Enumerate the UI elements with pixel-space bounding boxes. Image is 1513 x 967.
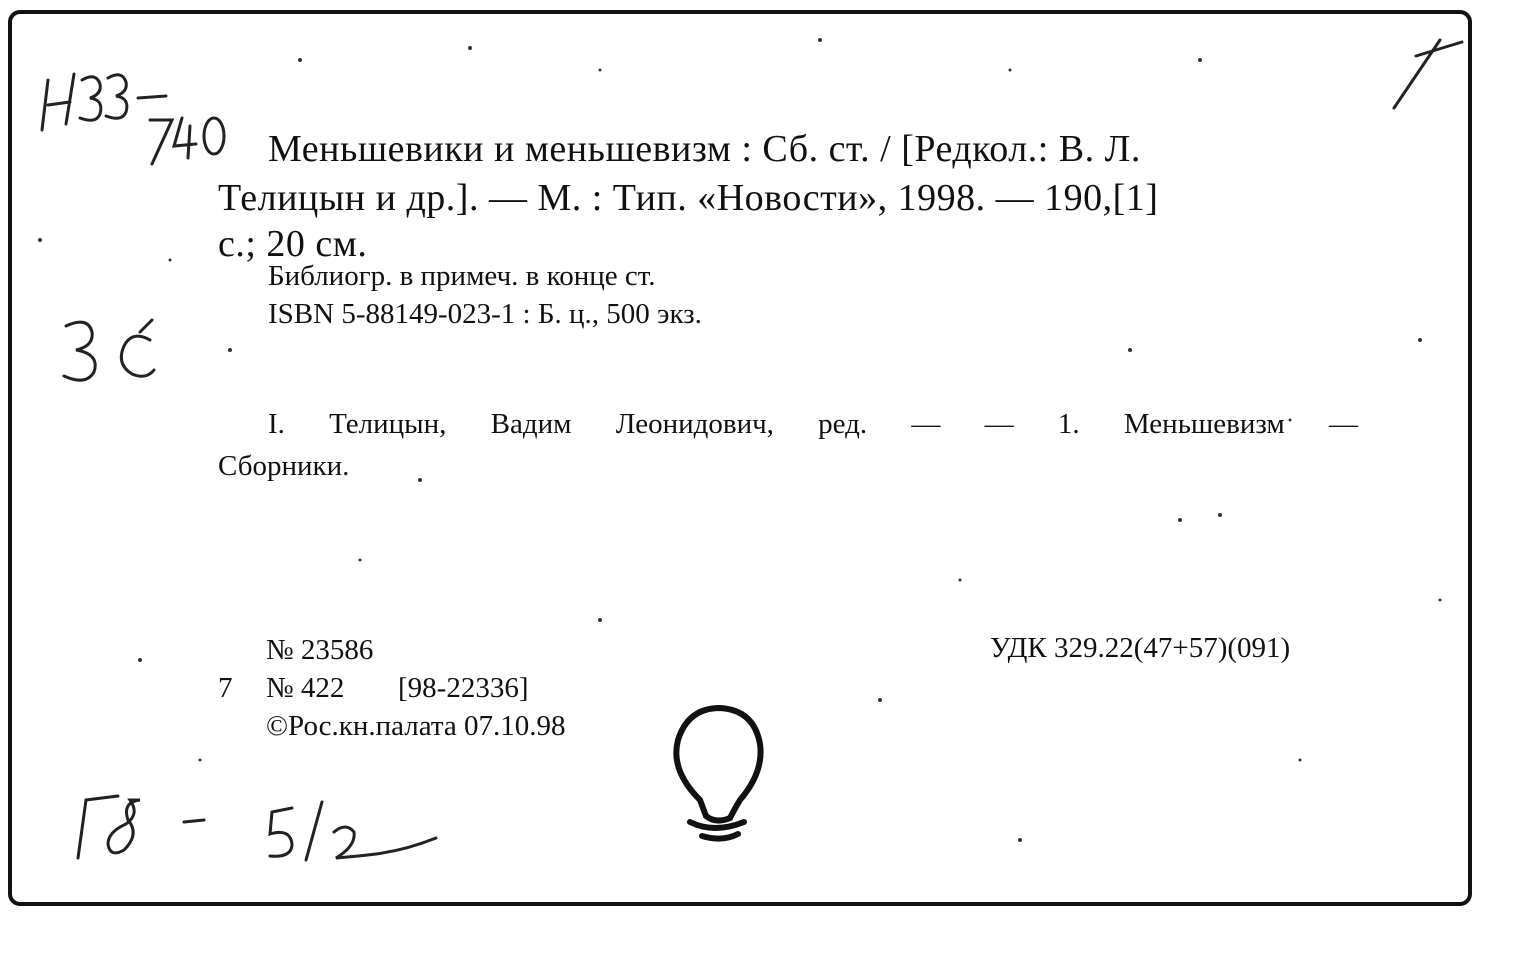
note-isbn: ISBN 5-88149-023-1 : Б. ц., 500 экз. [268, 298, 702, 330]
number-1: № 23586 [266, 634, 374, 666]
udk: УДК 329.22(47+57)(091) [990, 632, 1291, 664]
main-line-3: с.; 20 см. [218, 223, 368, 265]
handwritten-code-h33 [42, 74, 224, 164]
handwritten-slash [1394, 40, 1462, 108]
number-2-code: [98-22336] [398, 672, 529, 704]
main-line-2: Телицын и др.]. — М. : Тип. «Новости», 1998. — 190,[1] [218, 177, 1159, 219]
number-2-prefix: 7 [218, 672, 233, 704]
bulb-stamp-mark [676, 708, 760, 839]
tracings-line-1: I. Телицын, Вадим Леонидович, ред. — — 1. Меньшевизм — [268, 408, 1358, 440]
handwritten-3c [64, 320, 154, 380]
note-bibliography: Библиогр. в примеч. в конце ст. [268, 260, 656, 292]
number-2: № 422 [266, 672, 345, 704]
tracings-line-2: Сборники. [218, 450, 350, 482]
copyright-line: ©Рос.кн.палата 07.10.98 [266, 710, 566, 742]
handwritten-bottom-code [78, 796, 436, 860]
main-line-1: Меньшевики и меньшевизм : Сб. ст. / [Редкол.: В. Л. [268, 128, 1141, 170]
